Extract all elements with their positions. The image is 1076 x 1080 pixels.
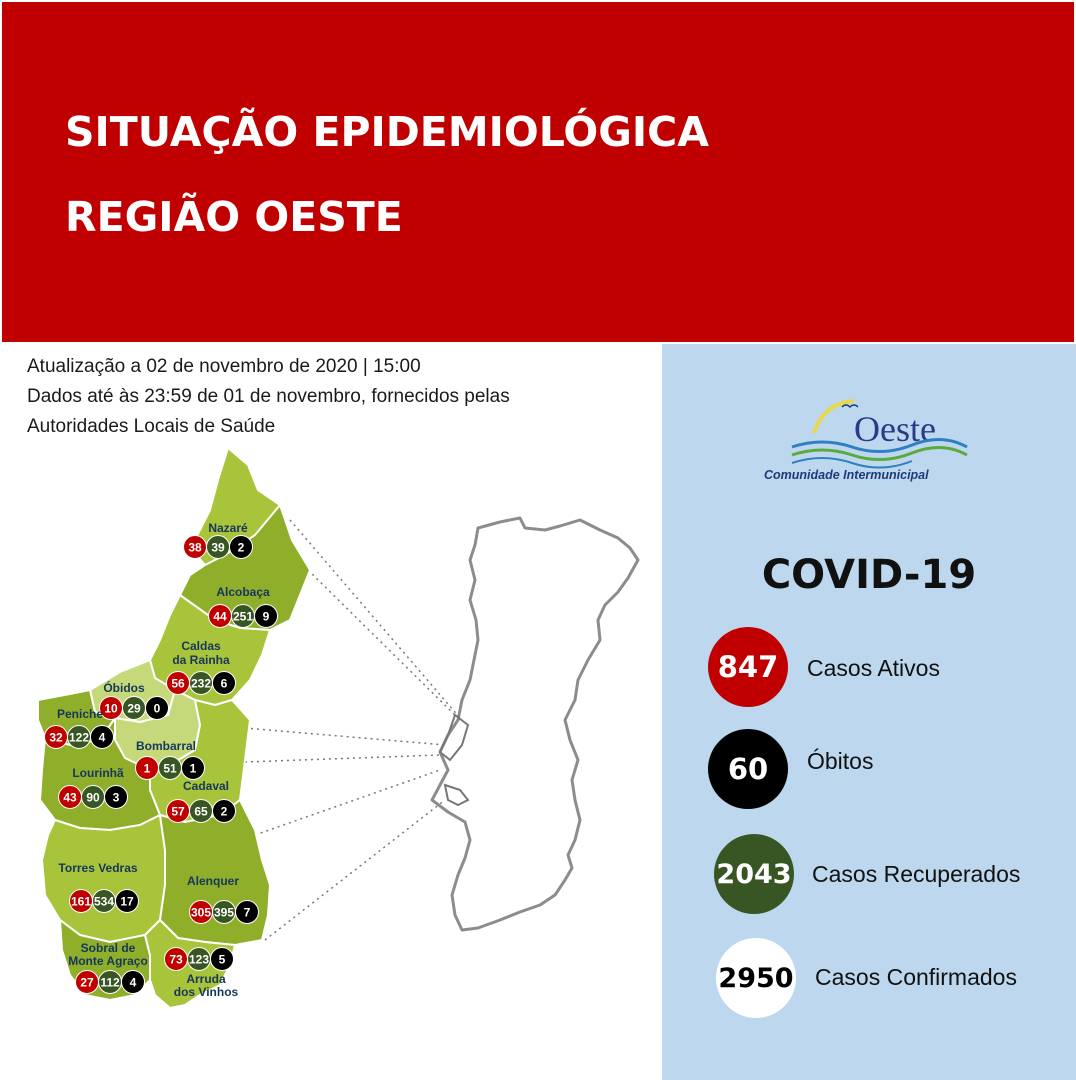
municipality-name-sobral-de-monte-agraco: Sobral de — [80, 941, 136, 955]
municipality-name-sobral-de-monte-agraco: Monte Agraço — [68, 954, 148, 968]
lourinha-active-value: 43 — [63, 790, 77, 805]
cadaval-deaths-value: 2 — [220, 804, 228, 819]
bombarral-deaths-value: 1 — [189, 761, 197, 776]
alcobaca-active-value: 44 — [213, 609, 227, 624]
update-line-3: Autoridades Locais de Saúde — [27, 416, 276, 437]
bombarral-active-value: 1 — [143, 761, 151, 776]
alenquer-deaths-value: 7 — [243, 905, 251, 920]
deaths-circle: 60 — [708, 729, 788, 809]
nazare-deaths-value: 2 — [237, 540, 245, 555]
caldas-da-rainha-recovered-value: 232 — [190, 676, 212, 691]
update-line-2: Dados até às 23:59 de 01 de novembro, fornecidos pelas — [27, 386, 510, 407]
alenquer-active-value: 305 — [190, 905, 212, 920]
peniche-recovered-value: 122 — [68, 730, 90, 745]
obidos-active-value: 10 — [104, 701, 118, 716]
lourinha-deaths-value: 3 — [112, 790, 120, 805]
municipality-name-torres-vedras: Torres Vedras — [58, 861, 138, 875]
municipality-name-bombarral: Bombarral — [135, 739, 197, 753]
arruda-dos-vinhos-active-value: 73 — [169, 952, 183, 967]
logo-bird-icon — [842, 405, 858, 407]
oeste-logo — [762, 395, 972, 490]
deaths-label: Óbitos — [807, 748, 874, 774]
municipality-name-nazare: Nazaré — [208, 521, 248, 535]
municipality-name-obidos: Óbidos — [103, 681, 145, 695]
municipality-name-caldas-da-rainha: Caldas — [181, 639, 221, 653]
cadaval-active-value: 57 — [171, 804, 185, 819]
arruda-dos-vinhos-deaths-value: 5 — [218, 952, 226, 967]
peniche-deaths-value: 4 — [98, 730, 106, 745]
portugal-outline — [432, 518, 638, 930]
covid-title: COVID-19 — [761, 552, 977, 598]
municipality-name-arruda-dos-vinhos: dos Vinhos — [173, 985, 239, 999]
title-line-2: REGIÃO OESTE — [65, 193, 403, 241]
municipality-name-cadaval: Cadaval — [182, 779, 230, 793]
title-line-1: SITUAÇÃO EPIDEMIOLÓGICA — [65, 108, 709, 156]
alenquer-recovered-value: 395 — [213, 905, 235, 920]
logo-subtitle: Comunidade Intermunicipal — [764, 468, 929, 482]
torres-vedras-deaths-value: 17 — [120, 894, 134, 909]
sobral-de-monte-agraco-active-value: 27 — [80, 975, 94, 990]
caldas-da-rainha-active-value: 56 — [171, 676, 185, 691]
arruda-dos-vinhos-recovered-value: 123 — [188, 952, 210, 967]
update-info — [27, 352, 647, 442]
lourinha-recovered-value: 90 — [86, 790, 100, 805]
torres-vedras-recovered-value: 534 — [93, 894, 115, 909]
active-cases-circle: 847 — [708, 627, 788, 707]
nazare-recovered-value: 39 — [211, 540, 225, 555]
sobral-de-monte-agraco-deaths-value: 4 — [129, 975, 137, 990]
municipality-name-lourinha: Lourinhã — [72, 766, 124, 780]
region-map — [0, 440, 662, 1080]
caldas-da-rainha-deaths-value: 6 — [220, 676, 228, 691]
alcobaca-deaths-value: 9 — [262, 609, 270, 624]
active-cases-label: Casos Ativos — [807, 655, 940, 681]
header-banner — [2, 2, 1074, 342]
update-line-1: Atualização a 02 de novembro de 2020 | 15:00 — [27, 356, 421, 377]
sobral-de-monte-agraco-recovered-value: 112 — [100, 975, 120, 990]
obidos-recovered-value: 29 — [127, 701, 141, 716]
municipality-name-arruda-dos-vinhos: Arruda — [186, 972, 226, 986]
municipality-name-peniche: Peniche — [56, 707, 104, 721]
alcobaca-recovered-value: 251 — [232, 609, 254, 624]
bombarral-recovered-value: 51 — [163, 761, 177, 776]
cadaval-recovered-value: 65 — [194, 804, 208, 819]
torres-vedras-active-value: 161 — [70, 894, 92, 909]
municipality-name-caldas-da-rainha: da Rainha — [172, 653, 230, 667]
obidos-deaths-value: 0 — [153, 701, 161, 716]
recovered-circle: 2043 — [714, 834, 794, 914]
confirmed-label: Casos Confirmados — [815, 964, 1017, 990]
municipality-name-alcobaca: Alcobaça — [216, 585, 270, 599]
municipality-name-alenquer: Alenquer — [186, 874, 240, 888]
recovered-label: Casos Recuperados — [812, 861, 1021, 887]
peniche-active-value: 32 — [49, 730, 63, 745]
logo-name: Oeste — [854, 409, 936, 449]
confirmed-circle: 2950 — [716, 938, 796, 1018]
nazare-active-value: 38 — [188, 540, 202, 555]
